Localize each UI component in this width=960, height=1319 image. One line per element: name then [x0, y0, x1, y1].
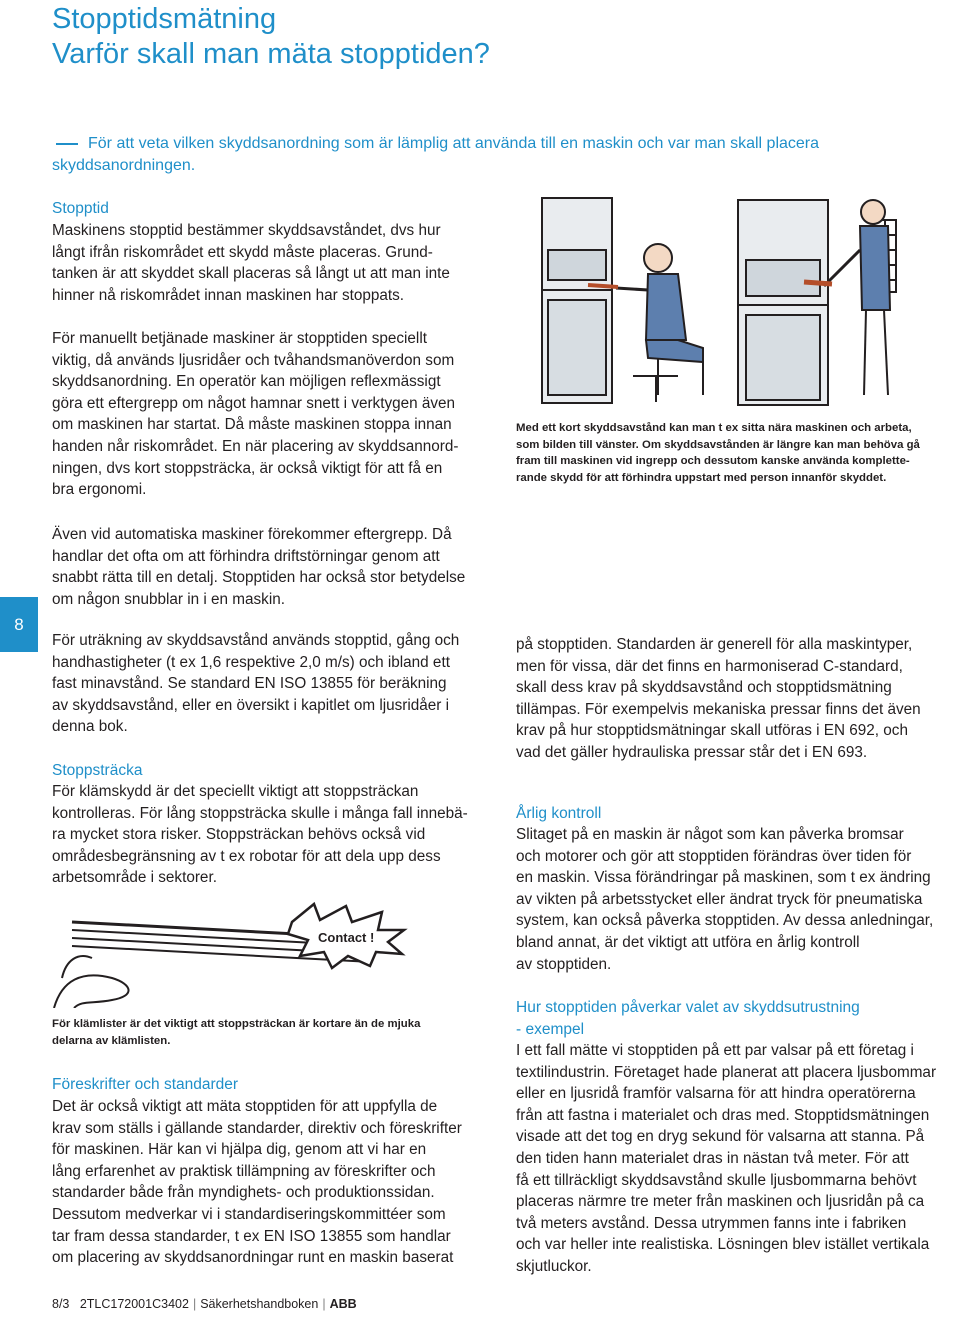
heading-arlig-kontroll: Årlig kontroll: [516, 805, 602, 822]
paragraph-stopptid: Maskinens stopptid bestämmer skyddsavståndet, dvs hur långt ifrån riskområdet ett skydd måste placeras. Grund- tanken är att skyddet skall placeras så långt ut att man inte hinner nå riskområdet innan maskinen har stoppats.: [52, 222, 450, 304]
footer-doc-id: 2TLC172001C3402: [79, 1297, 189, 1311]
paragraph-manuella-maskiner: För manuellt betjänade maskiner är stopptiden speciellt viktig, då används ljusridåer och tvåhandsmanöverdon som skyddsanordning. En operatör kan möjligen reflexmässigt göra ett eftergrepp om något hamnar snett i verktygen även om maskinen har startat. Då måste maskinen stoppa innan handen når riskområdet. En när placering av skyddsannord- ningen, dvs kort stoppsträcka, är också viktigt för att få en bra ergonomi.: [52, 330, 459, 499]
page-title: Stopptidsmätning: [52, 3, 277, 35]
contact-label: Contact !: [318, 930, 375, 945]
heading-hur-stopptiden: Hur stopptiden påverkar valet av skyddsutrustning - exempel: [516, 999, 860, 1038]
paragraph-foreskrifter: Det är också viktigt att mäta stopptiden för att uppfylla de krav som ställs i gällande standarder, direktiv och föreskrifter för maskinen. Här kan vi hjälpa dig, genom att vi har en lång erfarenhet av praktisk tillämpning av föreskrifter och standarder både från myndighets- och produktionssidan. Dessutom medverkar vi i standardiseringskommittéer som tar fram dessa standarder, t ex EN ISO 13855 som handlar om placering av skyddsanordningar runt en maskin baserat: [52, 1098, 462, 1267]
paragraph-exempel: I ett fall mätte vi stopptiden på ett par valsar på ett företag i textilindustrin. Företaget hade planerat att placera ljusbommar eller en ljusridå framför valsarna för att hindra operatörerna från att fastna i materialet och dras med. Stopptidsmätningen visade att det tog en dryg sekund för valsarna att stanna. På den tiden hann materialet dras in nästan två meter. För att få ett tillräckligt skyddsavstånd skulle ljusbommarna behövt placeras närmre tre meter från maskinen och ljusridån på ca två meters avstånd. Dessa utrymmen fanns inte i fabriken och var heller inte realistiska. Lösningen blev istället vertikala skjutluckor.: [516, 1042, 937, 1275]
heading-stoppstracka: Stoppsträcka: [52, 762, 143, 779]
dash-icon: [56, 143, 78, 145]
machine-operator-illustration: [528, 190, 938, 412]
footer-book-title: Säkerhetshandboken: [200, 1297, 319, 1311]
footer-page-number: 8/3: [52, 1297, 70, 1311]
paragraph-automatiska-maskiner: Även vid automatiska maskiner förekommer eftergrepp. Då handlar det ofta om att förhindra driftstörningar genom att snabbt rätta till en detalj. Stopptiden har också stor betydelse om någon snubblar in i en maskin.: [52, 526, 466, 608]
heading-foreskrifter: Föreskrifter och standarder: [52, 1076, 239, 1093]
pinch-contact-illustration: [52, 900, 452, 1008]
pinch-illustration-caption: För klämlister är det viktigt att stoppsträckan är kortare än de mjuka delarna av klämlisten.: [52, 1018, 421, 1047]
heading-stopptid: Stopptid: [52, 200, 109, 217]
paragraph-arlig-kontroll: Slitaget på en maskin är något som kan påverka bromsar och motorer och gör att stopptiden förändras över tiden för en maskin. Vissa förändringar på maskinen, som t ex ändring av vikten på arbetsstycket eller ändrat tryck för pneumatiska system, kan också påverka stopptiden. Av dessa anledningar, bland annat, är det viktigt att utföra en årlig kontroll av stopptiden.: [516, 826, 934, 973]
paragraph-skyddsavstand: För uträkning av skyddsavstånd används stopptid, gång och handhastigheter (t ex 1,6 respektive 2,0 m/s) och ibland ett fast minavstånd. Se standard EN ISO 13855 för beräkning av skyddsavstånd, eller en översikt i kapitlet om ljusridåer i denna bok.: [52, 632, 460, 736]
footer-brand: ABB: [329, 1297, 357, 1311]
machine-illustration-caption: Med ett kort skyddsavstånd kan man t ex sitta nära maskinen och arbeta, som bilden till vänster. Om skyddsavstånden är längre kan man behöva gå fram till maskinen vid ingrepp och dessutom kanske använda komplette- rande skydd för att förhindra uppstart med person innanför skyddet.: [516, 422, 920, 484]
paragraph-stoppstracka: För klämskydd är det speciellt viktigt att stoppsträckan kontrolleras. För lång stoppsträcka skulle i många fall innebä- ra mycket stora risker. Stoppsträckan behövs också vid områdesbegränsning av t ex robotar för att dela upp dess arbetsområde i sektorer.: [52, 783, 468, 887]
paragraph-standarder: på stopptiden. Standarden är generell för alla maskintyper, men för vissa, där det finns en harmoniserad C-standard, skall dess krav på skyddsavstånd och stopptidsmätning tillämpas. För exempelvis mekaniska pressar finns det även krav på hur stopptidsmätningar skall utföras i EN 692, och vad det gäller hydrauliska pressar står det i EN 693.: [516, 636, 921, 761]
chapter-tab: 8: [0, 597, 38, 652]
intro-text: För att veta vilken skyddsanordning som är lämplig att använda till en maskin och var man skall placera skyddsanordningen.: [52, 135, 820, 174]
page-subtitle: Varför skall man mäta stopptiden?: [52, 38, 490, 70]
page-footer: 8/3 2TLC172001C3402 | Säkerhetshandboken | ABB: [52, 1297, 357, 1311]
